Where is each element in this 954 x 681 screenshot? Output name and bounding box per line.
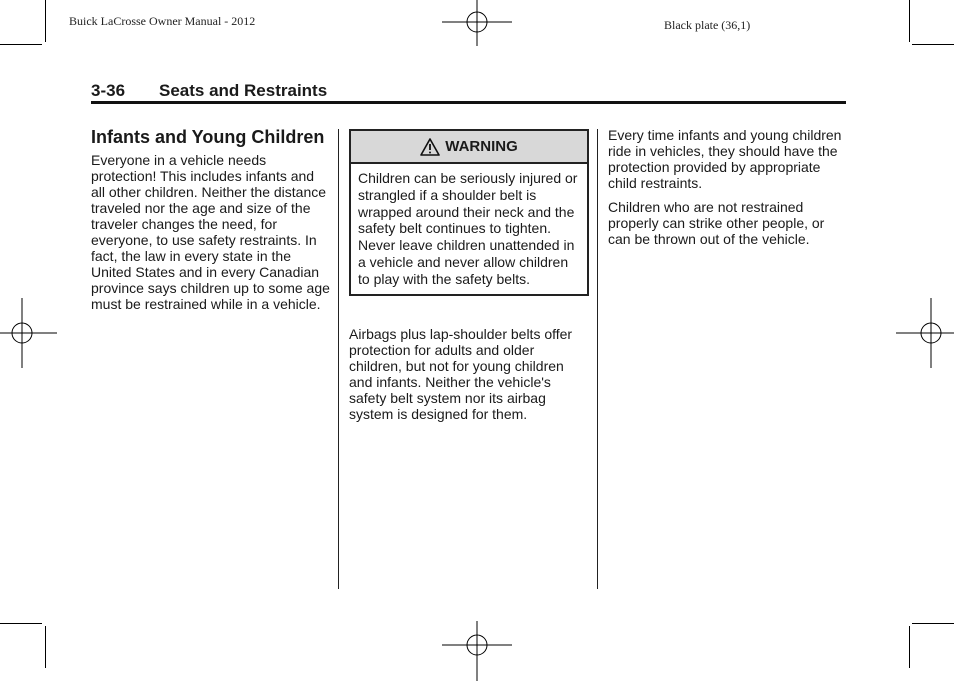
column-left (91, 127, 331, 320)
page-number: 3-36 (91, 81, 126, 100)
crop-mark (45, 626, 46, 668)
manual-title: Buick LaCrosse Owner Manual - 2012 (69, 14, 256, 28)
registration-mark-icon (442, 611, 512, 681)
body-paragraph: Children who are not restrained properly can strike other people, or can be thrown out of the vehicle. (608, 199, 825, 247)
body-paragraph: Every time infants and young children ride in vehicles, they should have the protection provided by appropriate child restraints. (608, 127, 842, 191)
warning-label: WARNING (445, 138, 518, 155)
registration-mark-icon (0, 298, 57, 368)
registration-mark-icon (896, 298, 954, 368)
column-divider (338, 129, 339, 589)
crop-mark (0, 44, 42, 45)
section-heading (91, 81, 327, 101)
section-name: Seats and Restraints (159, 81, 328, 100)
crop-mark (45, 0, 46, 42)
column-divider (597, 129, 598, 589)
plate-label: Black plate (36,1) (664, 18, 751, 32)
column-middle (349, 326, 587, 430)
warning-header (351, 131, 587, 164)
crop-mark (0, 623, 42, 624)
crop-mark (912, 623, 954, 624)
registration-mark-icon (442, 0, 512, 58)
column-right (608, 127, 848, 255)
crop-mark (909, 626, 910, 668)
warning-triangle-icon (420, 138, 440, 156)
warning-text: Children can be seriously injured or strangled if a shoulder belt is wrapped around their neck and the safety belt continues to tighten. Never leave children unattended in a vehicle and never allow children to play with the safety belts. (358, 170, 578, 287)
article-title: Infants and Young Children (91, 127, 325, 147)
heading-rule (91, 101, 846, 104)
body-paragraph: Airbags plus lap-shoulder belts offer protection for adults and older children, but not for young children and infants. Neither the vehicle's safety belt system nor its airbag system is designed for them. (349, 326, 573, 422)
crop-mark (909, 0, 910, 42)
body-paragraph: Everyone in a vehicle needs protection! This includes infants and all other children. Neither the distance traveled nor the age and size of the traveler changes the need, for everyone, to use safety restraints. In fact, the law in every state in the United States and in every Canadian province says children up to some age must be restrained while in a vehicle. (91, 152, 330, 312)
crop-mark (912, 44, 954, 45)
warning-box (349, 129, 589, 296)
